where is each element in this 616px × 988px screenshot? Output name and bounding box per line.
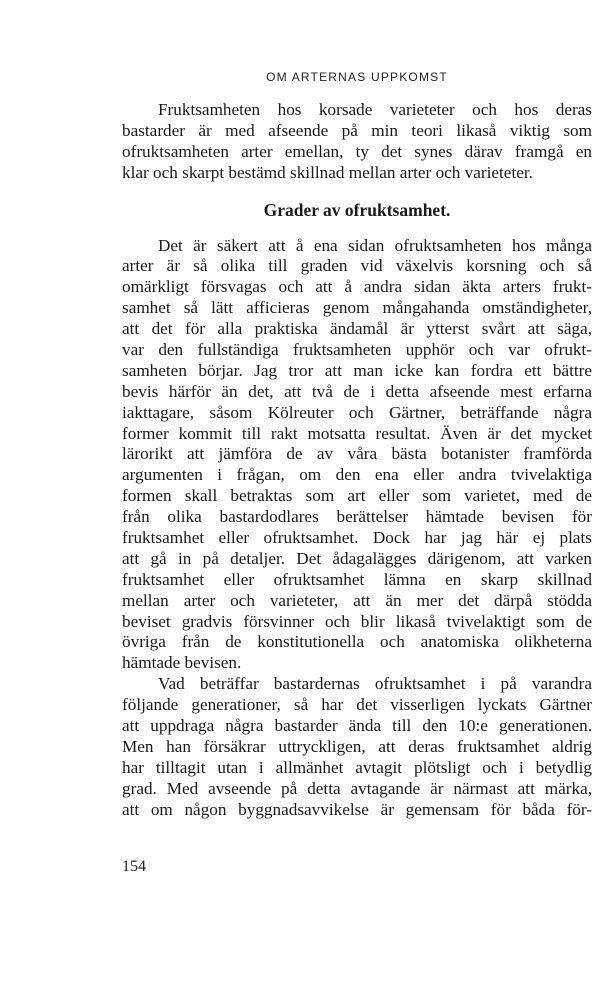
text-line: arter är så olika till graden vid växelvis korsning och så	[122, 256, 592, 276]
text-line: Men han försäkrar uttryckligen, att deras fruktsamhet aldrig	[122, 736, 592, 756]
text-line: Fruktsamheten hos korsade varieteter och hos deras	[158, 100, 592, 119]
text-line: omärkligt försvagas och att å andra sidan äkta arters frukt-	[122, 277, 592, 297]
text-line: att det för alla praktiska ändamål är ytterst svårt att säga,	[122, 319, 592, 339]
text-line: samheten börjar. Jag tror att man icke kan fordra ett bättre	[122, 360, 592, 380]
text-line: fruktsamhet eller ofruktsamhet. Dock har jag här ej plats	[122, 528, 592, 548]
text-line: att om någon byggnadsavvikelse är gemensam för båda för-	[122, 799, 592, 819]
text-line: lärorikt att jämföra de av våra bästa botanister framförda	[122, 444, 592, 464]
text-line: samhet så lätt afficieras genom mångahanda omständigheter,	[122, 298, 592, 318]
body-text	[122, 100, 592, 821]
text-line: fruktsamhet eller ofruktsamhet lämna en skarp skillnad	[122, 569, 592, 589]
text-line: har tilltagit utan i allmänhet avtagit plötsligt och i betydlig	[122, 757, 592, 777]
text-line: från olika bastardodlares berättelser hämtade bevisen för	[122, 507, 592, 527]
text-line: bastarder är med afseende på min teori likaså viktig som	[122, 120, 592, 140]
text-line: formen skall betraktas som art eller som varietet, med de	[122, 486, 592, 506]
section-heading: Grader av ofruktsamhet.	[263, 199, 451, 220]
text-line: argumenten i frågan, om den ena eller andra tvivelaktiga	[122, 465, 592, 485]
page-number: 154	[122, 858, 146, 875]
text-line: ofruktsamheten arter emellan, ty det synes därav framgå en	[122, 141, 592, 161]
text-line: följande generationer, så har det visserligen lyckats Gärtner	[122, 695, 592, 715]
text-line: mellan arter och varieteter, att än mer det därpå stödda	[122, 590, 592, 610]
text-line: Vad beträffar bastardernas ofruktsamhet i på varandra	[158, 674, 592, 694]
text-line: övriga från de konstitutionella och anatomiska olikheterna	[122, 632, 592, 652]
text-line: var den fullständiga fruktsamheten upphör och var ofrukt-	[122, 340, 592, 360]
text-line: Det är säkert att å ena sidan ofruktsamheten hos många	[158, 235, 592, 255]
text-line: former kommit till rakt motsatta resultat. Även är det mycket	[122, 423, 592, 443]
text-line: klar och skarpt bestämd skillnad mellan arter och varieteter.	[122, 162, 533, 182]
text-line: grad. Med avseende på detta avtagande är närmast att märka,	[122, 778, 592, 798]
text-line: hämtade bevisen.	[122, 653, 242, 673]
running-head: OM ARTERNAS UPPKOMST	[266, 70, 448, 84]
text-line: att uppdraga några bastarder ända till den 10:e generationen.	[122, 716, 592, 736]
text-line: iakttagare, såsom Kölreuter och Gärtner, beträffande några	[122, 402, 592, 422]
text-line: beviset gradvis försvinner och blir likaså tvivelaktigt som de	[122, 611, 592, 631]
text-line: att gå in på detaljer. Det ådagalägges därigenom, att varken	[122, 548, 592, 568]
text-line: bevis härför än det, att två de i detta afseende mest erfarna	[122, 381, 592, 401]
